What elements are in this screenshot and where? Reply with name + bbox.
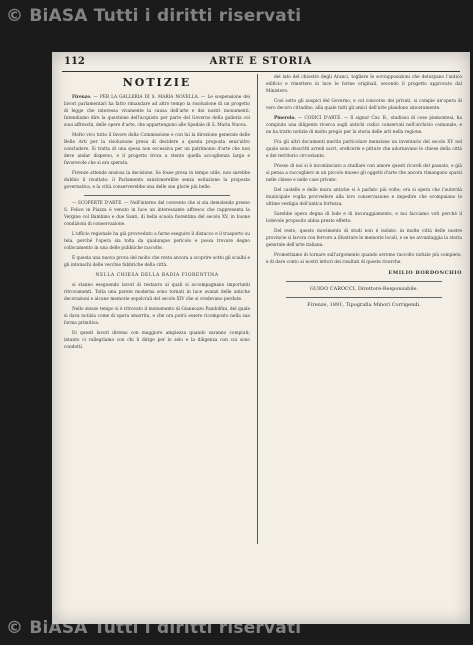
paragraph: Così sotto gli auspici del Governo, e col concorso dei privati, si compie un'opera di vero decoro cittadino, alla quale tutti gli amici dell'arte plaudono sinceramente. (266, 99, 462, 111)
document-page (52, 52, 470, 624)
paragraph: Sarebbe opera degna di lode e di incoraggiamento, e noi facciamo voti perché il lodevole proposito abbia presto effetto. (266, 212, 462, 224)
paragraph: — CODICI D'ARTE. — Il signor Cav. B., studioso di cose piemontesi, ha compiuto una diligente ricerca sugli antichi codici conservati nell'archivio comunale, e ne ha tratto notizie di molto pregio per la storia delle arti nella regione. (266, 116, 462, 135)
watermark-top: © BiASA Tutti i diritti riservati (6, 6, 302, 26)
imprint-line: Firenze, 1891, Tipografia Minori Corrigendi. (307, 302, 421, 308)
paragraph: Del resto, questo movimento di studi non è isolato: in molte città delle nostre provincie si lavora con fervore a illustrare le memorie locali, e se ne avvantaggia la storia generale dell'arte italiana. (266, 229, 462, 248)
paragraph: Fra gli altri documenti merita particolare menzione un inventario del secolo XV nel quale sono descritti arredi sacri, oreficerie e pitture che adornavano le chiese della città e del territorio circostante. (266, 140, 462, 159)
divider (286, 281, 442, 282)
page-header (64, 56, 458, 72)
page-number: 112 (64, 56, 85, 67)
publisher-line: GUIDO CAROCCI, Direttore-Responsabile. (309, 286, 419, 292)
paragraph: — PER LA GALLERIA DI S. MARIA NOVELLA. — Le sospensione dei lavori parlamentari ha fatto rimandare ad altro tempo la risoluzione di un progetto di legge che interessa vivamente la causa dell'arte e dei nostri monumenti. Intendiamo dire la questione dell'acquisto per parte del Governo della galleria coi suoi affreschi, delle opere d'arte, che appartengono alle Spedale di S. Maria Nuova. (64, 95, 250, 128)
subheading: NELLA CHIESA DELLA BADIA FIORENTINA (95, 273, 219, 278)
section-title: NOTIZIE (122, 76, 192, 89)
city-heading: Firenze. (72, 95, 92, 100)
paragraph: Molto vivo tutto il favore della Commissione e con lui la direzione generale delle Belle Arti per la risoluzione presa di decidere a questa proposta senz'altro concludere. Si tratta di una spesa non eccessiva per un patrimonio d'arte che non deve andar disperso, e il progetto trova a stento quella accoglienza larga e favorevole che si era sperata. (64, 133, 250, 166)
paragraph: Di questi lavori diremo con maggiore ampiezza quando saranno compiuti; intanto ci rallegriamo con chi li dirige per lo zelo e la diligenza con cui sono condotti. (64, 331, 250, 350)
paragraph: si stanno eseguendo lavori di restauro ai quali si accompagnano importanti ritrovamenti. Tolta una parete moderna sono tornati in luce avanzi delle antiche decorazioni e alcune memorie sepolcrali del secolo XIV che si credevano perdute. (64, 283, 250, 302)
paragraph: È questa una nuova prova del molto che resta ancora a scoprire sotto gli scialbi e gli intonachi delle vecchie fabbriche della città. (64, 256, 250, 268)
paragraph: del lato del chiostro degli Aranci, togliere le sovrapposizioni che deturpano l'antico edificio e rimettere in luce le forme originali, secondo il progetto approvato dal Ministero. (266, 75, 462, 94)
paragraph: Presso di noi si è incominciato a studiare con amore questi ricordi del passato, e già si pensa a raccogliere in un piccolo museo gli oggetti d'arte che ancora rimangono sparsi nelle chiese e nelle case private. (266, 164, 462, 183)
right-column (266, 74, 462, 614)
paragraph: Firenze attende ansiosa la decisione. Se fosse presa in tempo utile, non sarebbe dubbio il risultato: il Parlamento sanzionerebbe senza esitazione la proposta governativa, e la città conserverebbe una delle sue glorie più belle. (64, 171, 250, 190)
running-title: ARTE E STORIA (209, 56, 313, 67)
header-rule (62, 71, 460, 72)
city-heading: Pinerolo. (274, 116, 296, 121)
watermark-bottom: © BiASA Tutti i diritti riservati (6, 618, 302, 638)
left-column (64, 74, 250, 614)
article-pinerolo (266, 115, 462, 136)
column-divider (257, 74, 258, 544)
paragraph: — SCOPERTE D'ARTE. — Nell'interno del convento che si sta demolendo presso S. Felice in Piazza è venuto in luce un interessante affresco che rappresenta la Vergine col Bambino e due Santi, di bella scuola fiorentina del secolo XV, in buone condizioni di conservazione. (64, 201, 250, 227)
author-signature: EMILIO BORDONCHIO (388, 270, 462, 276)
paragraph: L'ufficio regionale ha già provveduto a farne eseguire il distacco e il trasporto su tela, perché l'opera sia tolta da qualunque pericolo e possa trovare degno collocamento in una delle pubbliche raccolte. (64, 232, 250, 251)
paragraph: Promettiamo di tornare sull'argomento quando avremo raccolto notizie più complete, e di dare conto ai nostri lettori dei risultati di queste ricerche. (266, 253, 462, 265)
divider (84, 195, 230, 196)
divider (286, 297, 442, 298)
article-florence (64, 94, 250, 129)
paragraph: Nello stesso tempo si è ritrovato il monumento di Giannozzo Pandolfini, del quale si dava notizia come di opera smarrita, e che ora potrà essere ricomposto nella sua forma primitiva. (64, 307, 250, 326)
paragraph: Del castello e delle mura antiche si è parlato più volte; ora si spera che l'autorità municipale voglia provvedere alla loro conservazione e impedire che scompaiano le ultime vestigia dell'antica fortezza. (266, 188, 462, 207)
